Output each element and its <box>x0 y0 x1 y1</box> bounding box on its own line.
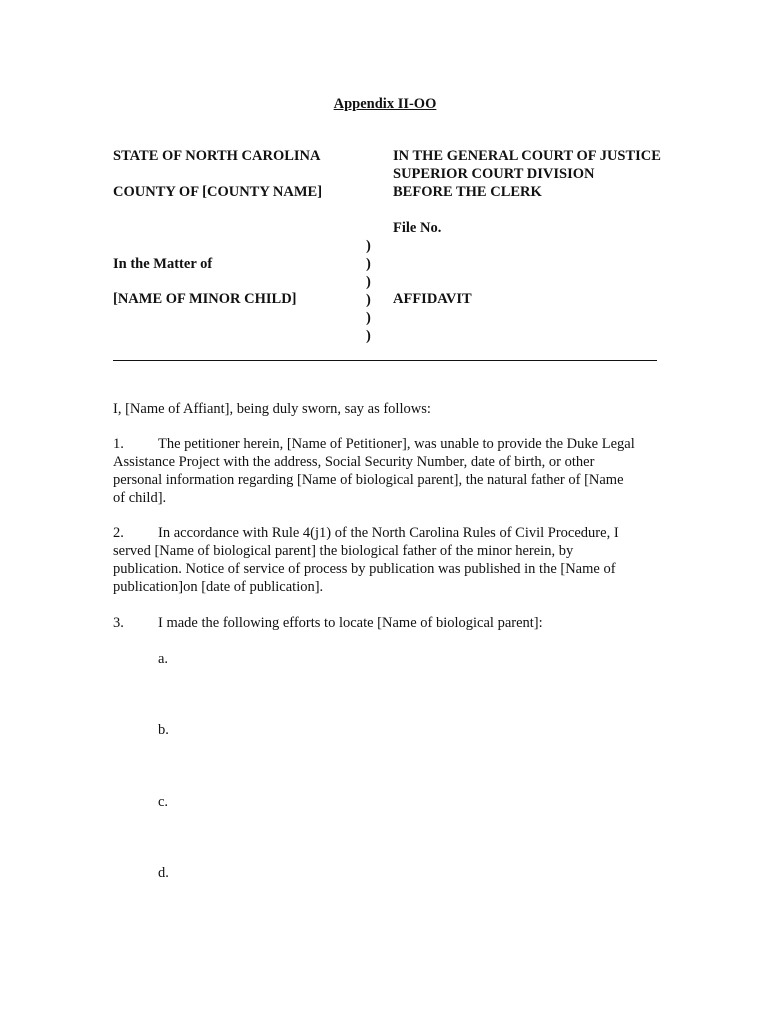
caption-divider <box>113 360 657 361</box>
paragraph-number: 3. <box>113 615 124 631</box>
effort-item-a: a. <box>158 651 169 667</box>
state-heading: STATE OF NORTH CAROLINA <box>113 148 321 164</box>
document-type: AFFIDAVIT <box>393 291 472 307</box>
court-heading-line1: IN THE GENERAL COURT OF JUSTICE <box>393 148 661 164</box>
intro-statement: I, [Name of Affiant], being duly sworn, say as follows: <box>113 401 431 417</box>
caption-paren: ) <box>366 310 371 326</box>
paragraph-line: I made the following efforts to locate [Name of biological parent]: <box>158 615 543 631</box>
paragraph-line: publication]on [date of publication]. <box>113 579 324 595</box>
court-heading-line3: BEFORE THE CLERK <box>393 184 542 200</box>
effort-item-b: b. <box>158 722 169 738</box>
paragraph-line: of child]. <box>113 490 167 506</box>
paragraph-line: Assistance Project with the address, Social Security Number, date of birth, or other <box>113 454 595 470</box>
caption-paren: ) <box>366 292 371 308</box>
document-title: Appendix II-OO <box>333 96 437 112</box>
matter-label: In the Matter of <box>113 256 213 272</box>
paragraph-2 <box>113 524 658 596</box>
paragraph-line: personal information regarding [Name of biological parent], the natural father of [Name <box>113 472 624 488</box>
caption-paren: ) <box>366 256 371 272</box>
caption-paren: ) <box>366 328 371 344</box>
effort-item-c: c. <box>158 794 169 810</box>
paragraph-1 <box>113 435 658 507</box>
paragraph-number: 1. <box>113 436 124 452</box>
court-heading-line2: SUPERIOR COURT DIVISION <box>393 166 595 182</box>
paragraph-line: served [Name of biological parent] the biological father of the minor herein, by <box>113 543 574 559</box>
effort-item-d: d. <box>158 865 169 881</box>
minor-child-name: [NAME OF MINOR CHILD] <box>113 291 297 307</box>
paragraph-line: publication. Notice of service of process by publication was published in the [Name of <box>113 561 616 577</box>
paragraph-number: 2. <box>113 525 124 541</box>
county-heading: COUNTY OF [COUNTY NAME] <box>113 184 323 200</box>
caption-paren: ) <box>366 238 371 254</box>
paragraph-3 <box>113 614 658 632</box>
paragraph-line: The petitioner herein, [Name of Petitioner], was unable to provide the Duke Legal <box>158 436 635 452</box>
paragraph-line: In accordance with Rule 4(j1) of the North Carolina Rules of Civil Procedure, I <box>158 525 619 541</box>
caption-paren: ) <box>366 274 371 290</box>
file-number-label: File No. <box>393 220 442 236</box>
